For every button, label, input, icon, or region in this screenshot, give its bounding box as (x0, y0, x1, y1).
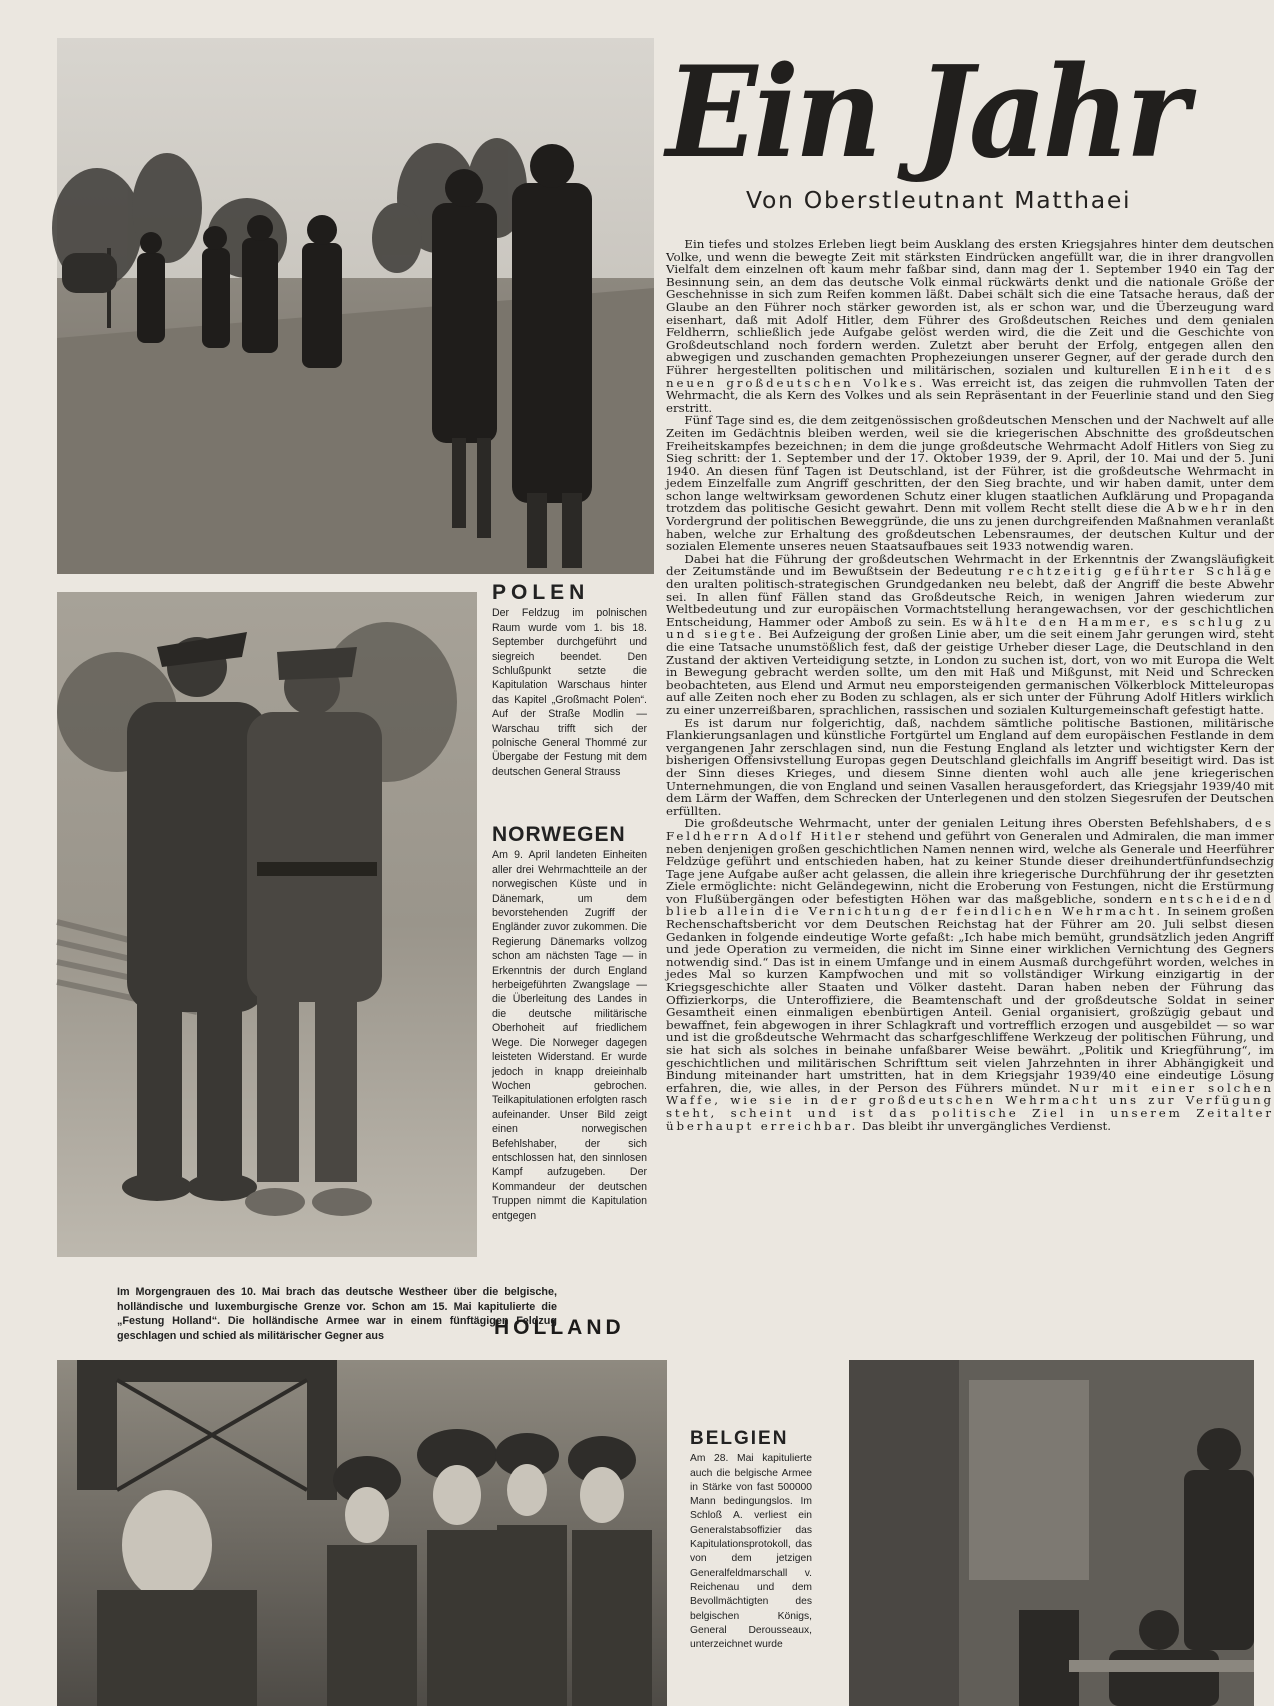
caption-polen-text: Der Feldzug im polnischen Raum wurde vom 1. bis 18. September durchgeführt und siegreich beendet. Den Schlußpunkt setzte die Kapitulation Warschaus hinter das Kapitel „Großmacht Polen“. Auf der Straße Modlin — Warschau trifft sich der polnische General Thommé zur Übergabe der Festung mit dem deutschen General Strauss (492, 607, 647, 778)
caption-norwegen-text: Am 9. April landeten Einheiten aller drei Wehrmachtteile an der norwegischen Küste und in Dänemark, um dem bevorstehenden Zugriff der Engländer zuvor zukommen. Die Regierung Dänemarks vollzog schon am nächsten Tage — in Erkenntnis der durch England herbeigeführten Zwangslage — die Überleitung des Landes in die deutsche militärische Oberhoheit auf friedlichem Wege. Die Norweger dagegen leisteten Widerstand. Er wurde jedoch in knapp dreieinhalb Wochen gebrochen. Teilkapitulationen erfolgten rasch aufeinander. Unser Bild zeigt einen norwegischen Befehlshaber, der sich entschlossen hat, den sinnlosen Kampf aufzugeben. Der Kommandeur der deutschen Truppen nimmt die Kapitulation entgegen (492, 849, 647, 1222)
headline: Ein Jahr (666, 38, 1186, 187)
article-paragraph: Die großdeutsche Wehrmacht, unter der genialen Leitung ihres Obersten Befehlshabers, des Feldherrn Adolf Hitler stehend und geführt von Generalen und Admiralen, die man immer neben denjenigen großen geschichtlichen Namen nennen wird, welche als Generale und Heerführer Feldzüge geführt und entschieden haben, hat zu keiner Stunde dieser dreihundertfünfundsechzig Tage jene Aufgabe außer acht gelassen, die allein ihre kriegerische Durchführung der ihr gesetzten Ziele ermöglichte: nicht Geländegewinn, nicht die Eroberung von Festungen, nicht die Erstürmung von Flußübergängen oder befestigten Höhen war das maßgebliche, sondern entscheidend blieb allein die Vernichtung der feindlichen Wehrmacht. In seinem großen Rechenschaftsbericht vor dem Deutschen Reichstag hat der Führer am 20. Juli selbst diesen Gedanken in folgende eindeutige Worte gefaßt: „Ich habe mich bemüht, grundsätzlich jeden Angriff und jede Operation zu vermeiden, die nicht im Sinne einer wirklichen Vernichtung des Gegners notwendig sind.“ Das ist in einem Umfange und in einem Ausmaß durchgeführt worden, welches in jedes Mal so kurzen Kampfwochen und mit so vollständiger Wirkung einzigartig in der Kriegsgeschichte aller Staaten und Völker dasteht. Daran haben neben der Führung das Offizierkorps, die Unteroffiziere, die Beamtenschaft und der großdeutsche Soldat in seiner Gesamtheit einen einmaligen ebenbürtigen Anteil. Genial organisiert, großzügig gebaut und bewaffnet, fein abgewogen in ihrer Schlagkraft und vortrefflich erzogen und ausgebildet — so war und ist die großdeutsche Wehrmacht das scharfgeschliffene Werkzeug der politischen Führung, und sie hat sich als solches in beinahe unfaßbarer Weise bewährt. „Politik und Kriegführung“, im geschichtlichen und militärischen Schrifttum seit vielen Jahrzehnten in ihrer Abhängigkeit und Bindung miteinander hart umstritten, hat in dem Kriegsjahr 1939/40 eine eindeutige Lösung erfahren, die, wie alles, in der Person des Führers mündet. Nur mit einer solchen Waffe, wie sie in der großdeutschen Wehrmacht uns zur Verfügung steht, scheint und ist das politische Ziel in unserem Zeitalter überhaupt erreichbar. Das bleibt ihr unvergängliches Verdienst. (666, 816, 1274, 1133)
caption-norwegen-title: NORWEGEN (492, 823, 626, 846)
caption-polen (492, 581, 647, 779)
photo-polen-surrender (57, 592, 477, 1257)
photo-belgien-soldiers (57, 1360, 667, 1706)
photo-road-officers (57, 38, 654, 574)
byline: Von Oberstleutnant Matthaei (746, 186, 1132, 214)
article-paragraph: Fünf Tage sind es, die dem zeitgenössischen großdeutschen Menschen und der Nachwelt auf alle Zeiten im Gedächtnis bleiben werden, weil sie die kriegerischen Abschnitte des großdeutschen Freiheitskampfes bezeichnen; in dem die junge großdeutsche Wehrmacht Adolf Hitlers von Sieg zu Sieg schritt: der 1. September und der 17. Oktober 1939, der 9. April, der 10. Mai und der 5. Juni 1940. An diesen fünf Tagen ist Deutschland, ist der Führer, ist die großdeutsche Wehrmacht in jedem Einzelfalle zum Angriff geschritten, der den Sieg brachte, und wir haben damit, unter dem schon lange weltwirksam gewordenen Schutz einer klugen staatlichen Aufklärung und Propaganda trotzdem das politische Gesicht gewahrt. Denn mit vollem Recht stellt diese die Abwehr in den Vordergrund der politischen Beweggründe, die uns zu jenen durchgreifenden Maßnahmen veranlaßt haben, welche zur Erhaltung des großdeutschen Lebensraumes, der deutschen Kultur und der sozialen Elemente unseres neuen Staatsaufbaues seit 1933 notwendig waren. (666, 413, 1274, 554)
caption-belgien-title: BELGIEN (690, 1428, 789, 1449)
article-body (666, 238, 1274, 1132)
caption-polen-title: POLEN (492, 581, 590, 604)
caption-holland-text: Im Morgengrauen des 10. Mai brach das deutsche Westheer über die belgische, holländische und luxemburgische Grenze vor. Schon am 15. Mai kapitulierte die „Festung Holland“. Die holländische Armee war in einem fünftägigen Feldzug geschlagen und schied als militärischer Gegner aus (117, 1286, 557, 1342)
caption-belgien (690, 1428, 812, 1652)
article-paragraph: Ein tiefes und stolzes Erleben liegt beim Ausklang des ersten Kriegsjahres hinter dem deutschen Volke, und wenn die bewegte Zeit mit stärksten Eindrücken angefüllt war, die in ihrer drangvollen Vielfalt dem einzelnen oft kaum mehr faßbar sind, dann mag der 1. September 1940 ein Tag der Besinnung sein, an dem das deutsche Volk einmal rückwärts denkt und die nationale Größe der Geschehnisse in sich zum Reifen kommen läßt. Dabei schält sich die eine Tatsache heraus, daß der Glaube an den Führer noch stärker geworden ist, als er schon war, und die Überzeugung ward eisenhart, daß mit Adolf Hitler, dem Führer des Großdeutschen Reiches und dem genialen Feldherrn, schließlich jede Aufgabe gelöst werden wird, die die Zeit und die Geschichte von Großdeutschland noch fordern werden. Zuletzt aber beruht der Erfolg, entgegen allen den abwegigen und zuschanden gemachten Prophezeiungen unserer Gegner, auf der gerade durch den Führer hergestellten politischen und militärischen, sozialen und kulturellen Einheit des neuen großdeutschen Volkes. Was erreicht ist, das zeigen die ruhmvollen Taten der Wehrmacht, die als Kern des Volkes und als sein Repräsentant in der Feuerlinie stand und den Sieg erstritt. (666, 237, 1274, 415)
article-paragraph: Es ist darum nur folgerichtig, daß, nachdem sämtliche politische Bastionen, militärische Flankierungsanlagen und künstliche Fortgürtel um England auf dem europäischen Festlande in dem vergangenen Jahr zerschlagen sind, nun die Festung England als letzter und wichtigster Kern der bisherigen Offensivstellung Europas gegen Deutschland gleichfalls im Angriff beseitigt wird. Das ist der Sinn dieses Krieges, und diesem Sinne dienten wohl auch alle jene kriegerischen Unternehmungen, die von England und seinen Vasallen herausgefordert, das Kriegsjahr 1939/40 mit dem Lärm der Waffen, dem Schrecken der Unterlegenen und den stolzen Siegesrufen der Deutschen erfüllten. (666, 715, 1274, 818)
caption-holland-title: HOLLAND (494, 1316, 625, 1339)
caption-belgien-text: Am 28. Mai kapitulierte auch die belgische Armee in Stärke von fast 500000 Mann bedingungslos. Im Schloß A. verliest ein Generalstabsoffizier das Kapitulationsprotokoll, das von dem jetzigen Generalfeldmarschall v. Reichenau und dem Bevollmächtigten des belgischen Königs, General Derousseaux, unterzeichnet wurde (690, 1453, 812, 1651)
photo-belgien-protocol (849, 1360, 1254, 1706)
caption-norwegen (492, 823, 647, 1223)
article-paragraph: Dabei hat die Führung der großdeutschen Wehrmacht in der Erkenntnis der Zwangsläufigkeit der Zeitumstände und im Bewußtsein der Bedeutung rechtzeitig geführter Schläge den uralten politisch-strategischen Grundgedanken neu belebt, daß der Angriff die beste Abwehr sei. In allen fünf Fällen stand das Großdeutsche Reich, in wenigen Jahren wiederum zur Weltbedeutung und zur europäischen Vormachtstellung herangewachsen, vor der geschichtlichen Entscheidung, Hammer oder Amboß zu sein. Es wählte den Hammer, es schlug zu und siegte. Bei Aufzeigung der großen Linie aber, um die seit einem Jahr gerungen wird, steht die eine Tatsache unumstößlich fest, daß der geistige Urheber dieser Lage, die Deutschland in den Zustand der aktiven Verteidigung setzte, in London zu suchen ist, dort, von wo mit Europa die Welt in Bewegung gebracht werden sollte, um den mit Haß und Mißgunst, mit Neid und Schrecken beobachteten, aus Elend und Armut neu emporsteigenden germanischen Völkerblock Mitteleuropas auf alle Zeiten noch eher zu Boden zu schlagen, als er sich unter der Führung Adolf Hitlers wirklich zu einer unzerreißbaren, sprachlichen, rassischen und sozialen Kulturgemeinschaft gefestigt hatte. (666, 551, 1274, 717)
